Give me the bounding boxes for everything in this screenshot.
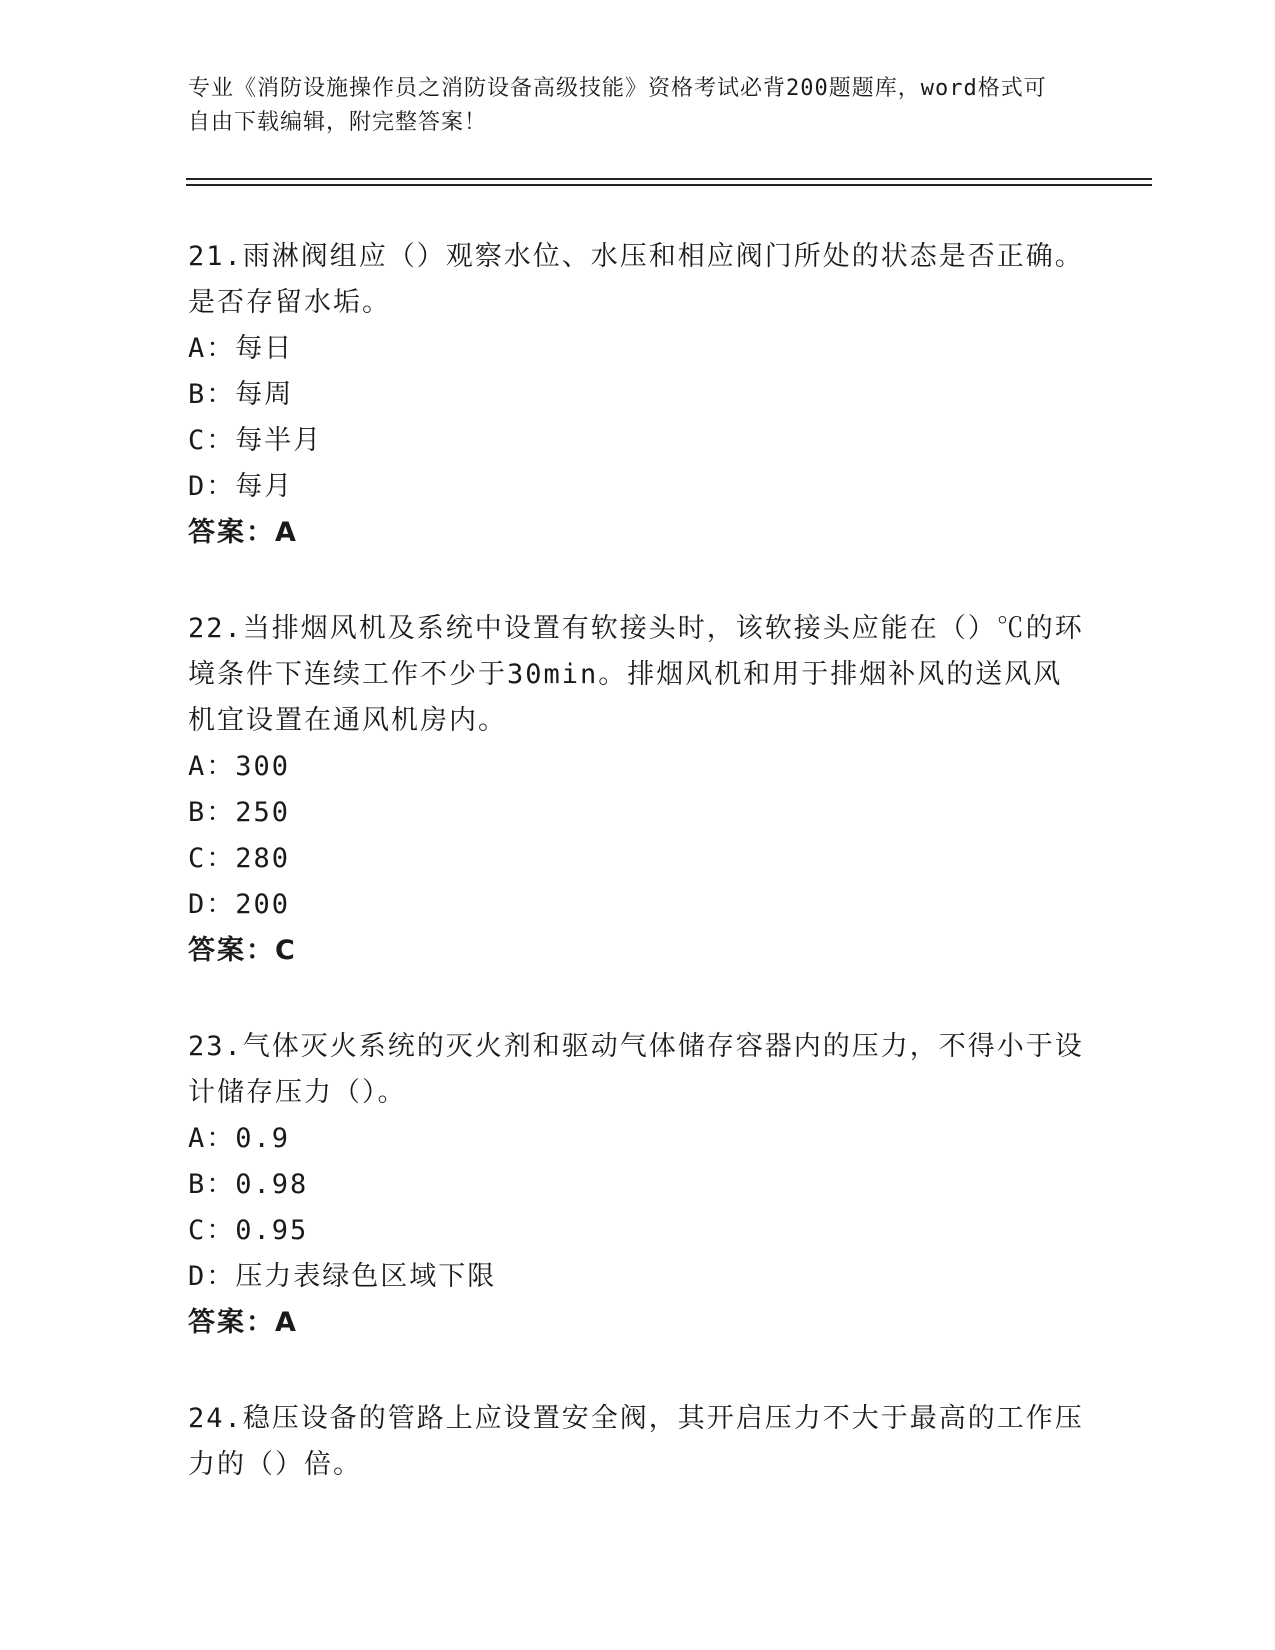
question-stem: 22.当排烟风机及系统中设置有软接头时，该软接头应能在（）℃的环境条件下连续工作不少于30min。排烟风机和用于排烟补风的送风风机宜设置在通风机房内。 [188, 613, 1084, 736]
question-list [188, 234, 1088, 1538]
question-stem: 21.雨淋阀组应（）观察水位、水压和相应阀门所处的状态是否正确。是否存留水垢。 [188, 241, 1084, 318]
question-21 [188, 234, 1088, 556]
document-header: 专业《消防设施操作员之消防设备高级技能》资格考试必背200题题库，word格式可自由下载编辑，附完整答案！ [188, 76, 1047, 135]
option-d: D：压力表绿色区域下限 [188, 1261, 497, 1292]
option-b: B：每周 [188, 379, 294, 410]
question-22 [188, 606, 1088, 974]
answer-line: 答案：A [188, 517, 298, 548]
option-a: A：0.9 [188, 1123, 291, 1154]
answer-line: 答案：C [188, 935, 297, 966]
option-b: B：0.98 [188, 1169, 309, 1200]
option-d: D：每月 [188, 471, 294, 502]
question-stem: 23.气体灭火系统的灭火剂和驱动气体储存容器内的压力，不得小于设计储存压力（）。 [188, 1031, 1084, 1108]
option-a: A：300 [188, 751, 291, 782]
option-c: C：280 [188, 843, 291, 874]
question-24 [188, 1396, 1088, 1488]
option-d: D：200 [188, 889, 291, 920]
header-divider-top [186, 178, 1152, 180]
option-c: C：0.95 [188, 1215, 309, 1246]
header-divider-bottom [186, 184, 1152, 186]
option-b: B：250 [188, 797, 291, 828]
option-c: C：每半月 [188, 425, 323, 456]
question-23 [188, 1024, 1088, 1346]
answer-line: 答案：A [188, 1307, 298, 1338]
option-a: A：每日 [188, 333, 294, 364]
question-stem: 24.稳压设备的管路上应设置安全阀，其开启压力不大于最高的工作压力的（）倍。 [188, 1403, 1084, 1480]
